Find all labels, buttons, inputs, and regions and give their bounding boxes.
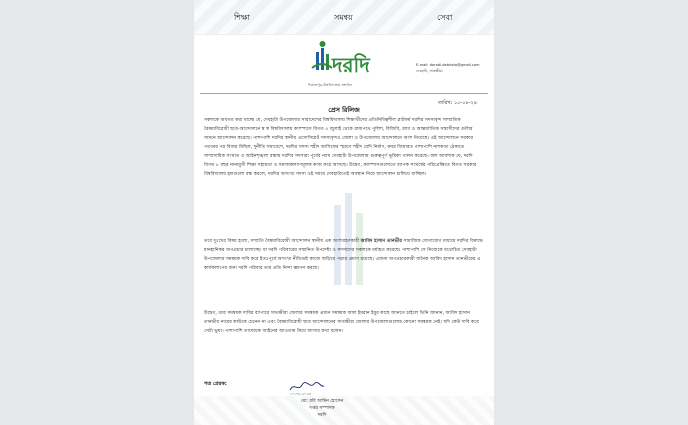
motto-education: শিক্ষা <box>234 13 250 22</box>
paragraph-2: তবে দুঃখের বিষয় হলো, সম্প্রতি বৈষম্যবিরোধী আন্দোলন স্থানীয় এক অংশগ্রহণকারী আবিদ হাসান তানভীর সামাজিক যোগাযোগ মাধ্যমে দরদির বিরুদ্ধে মানহানিকর অপপ্রচার চালাচ্ছে। যা দরদি পরিবারের সম্মানিত উপদেষ্টা ও সদস্যদের সকলকে মর্মাহত করেছে। পাশাপাশি সে নিজেকে যথোচিত দেবহাটা উপজেলার সমন্বয়ক দাবি করে ইতঃপূর্বে অসংখ্য নীতিভ্রষ্ট কাজে জড়িয়ে পড়ার প্রমাণ রয়েছে। এজন্য অপপ্রচারকারী জনৈক আবিদ হাসান তানভীরের এ কার্যকলাপের জন্য দরদি পরিবার তার প্রতি নিন্দা জ্ঞাপন করছে। <box>204 239 483 271</box>
sender-organization: দরদি <box>317 413 327 418</box>
document-title: প্রেস রিলিজ <box>328 106 360 114</box>
contact-email: E-mail: doradi.debhata@gmail.com <box>416 63 480 67</box>
signature-date: ১০-০৮-২০২৪ <box>290 392 312 396</box>
sender-name: মো: রবি আমিন হোসেন <box>300 399 344 404</box>
doradi-logo <box>302 38 382 86</box>
paragraph-1: সকলকে অবগত করা যাচ্ছে যে, দেবহাটা উপজেলার সারাদেশের বিশ্ববিদ্যালয় শিক্ষার্থীদের প্রতিনিধিত্বশীল প্লাটফর্ম দরদির সদস্যবৃন্দ সাম্প্রতিক বৈষম্যবিরোধী ছাত্র-আন্দোলনে স্ব স্ব বিশ্ববিদ্যালয় ক্যাম্পাসে বিগত ৫ জুলাই থেকে রাজপথে পুলিশ, বিজিবি, র‍্যাব ও আন্তর্জাতিক সন্ত্রাসীদের গুলির সামনে আন্দোলন করেছে। পাশাপাশি দরদির স্থানীয় এসোসিয়েট সদস্যবৃন্দও জেলা ও উপজেলায় আন্দোলনে অংশ নিয়েছে। এই আন্দোলনে সরকার পতনের পর বিজয় মিছিল, দুর্নীতি সমাবেশে, দরদির সদস্য শহীদ আসিফের স্মরণে শহীদ বেদি নির্মাণ, কবর জিয়ারত পাশাপাশি নাশকতা ঠেকাতে সাম্প্রদায়িক সংঘাত ও আইনশৃঙ্খলা রক্ষায় দরদির সদস্যরা পূর্বের ন্যায় দেবহাটা উপজেলায় গুরুত্বপূর্ণ ভূমিকা পালন করেছে। বলা আবশ্যক যে, দরদি বিগত ৮ বছর নানামুখী শিক্ষা সহায়তা ও সমাজকল্যাণমূলক কাজ করে আসছে। উদ্বেগ, ক্যাম্পাসগুলোতে ব্যাপক সংঘর্ষের পরিপ্রেক্ষিতে বিগত সরকার বিশ্ববিদ্যালয় হলগুলো বন্ধ করলে, দরদির অসংখ্য সদস্য ওই সময়ে দেবহাটাতেই অবস্থান নিয়ে আন্দোলন চালিয়ে যাচ্ছিল। <box>204 118 477 177</box>
motto-service: সেবা <box>437 13 453 22</box>
document-body <box>204 116 484 354</box>
logo-text: দরদি <box>332 53 370 77</box>
sender-label: পত্র প্রেরক: <box>204 381 227 387</box>
logo-subtitle: দিনাজপুর–বিশ্ববিদ্যালয় সংগঠন <box>308 83 352 87</box>
contact-block <box>416 62 479 74</box>
document-date: তারিখ: ১০-০৮-২৪ <box>438 100 478 106</box>
sender-role: দপ্তর সম্পাদক <box>309 406 335 411</box>
contact-location: দেবহাটা, সাতক্ষীরা <box>416 69 443 73</box>
motto-coordination: সমন্বয় <box>334 13 353 22</box>
header-divider <box>200 93 488 94</box>
paragraph-3: উদ্বেগ, তার সমন্বয়ক দাবির ব্যাপারে সাতক্ষীরা জেলার সমন্বয়ক প্রধান সমন্বয়ক আল ইমরান ইমুর কাছে জানতে চাইলে তিনি জানান, আবিদ হাসান তানভীর নামের কাউকে চেনেন না এবং বৈষম্যবিরোধী ছাত্র আন্দোলনের সাতক্ষীরা জেলার উপজেলাগুলোর কোনো সমন্বয়ক নেই। যদি কেউ দাবি করে সেটা ভুয়া। পাশাপাশি তাদেরকে আইনের আওতায় নিয়ে আসার কথা বলেন। <box>204 311 479 334</box>
press-release-page <box>194 0 494 425</box>
highlighted-name: আবিদ হাসান তানভীর <box>360 239 402 244</box>
